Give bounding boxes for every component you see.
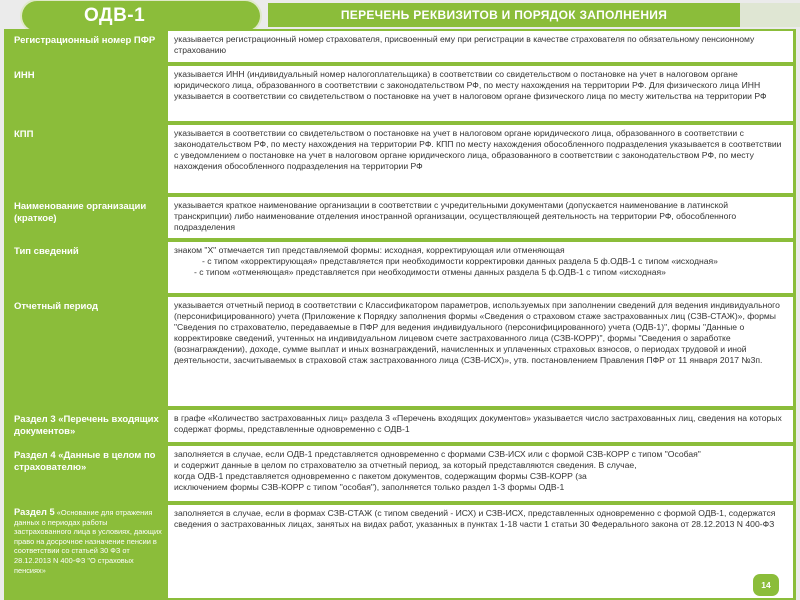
header-accent — [740, 3, 800, 27]
row-description: в графе «Количество застрахованных лиц» раздела 3 «Перечень входящих документов» указывается число застрахованных лиц, сведения на которых содержат формы, представленные одновременно с ОДВ-1 — [168, 410, 793, 442]
row-label: Наименование организации (краткое) — [7, 197, 165, 238]
row-label: ИНН — [7, 66, 165, 121]
table-row — [4, 240, 796, 295]
table-row — [4, 29, 796, 64]
row-label: Регистрационный номер ПФР — [7, 31, 165, 62]
row-description: указывается в соответствии со свидетельством о постановке на учет в налоговом органе юридического лица, образованного в соответствии с законодательством РФ, по месту нахождения на территории РФ. КПП по месту нахождения обособленного подразделения указывается в соответствии с уведомлением о постановке на учет в налоговом органе юридического лица, образованного в соответствии с законодательством РФ, по месту нахождения обособленного подразделения на территории РФ — [168, 125, 793, 193]
table-row — [4, 503, 796, 600]
row-label: КПП — [7, 125, 165, 193]
row-description: заполняется в случае, если в формах СЗВ-СТАЖ (с типом сведений - ИСХ) и СЗВ-ИСХ, представленных одновременно с формой ОДВ-1, содержатся сведения о застрахованных лицах, занятых на видах работ, указанных в пунктах 1-18 части 1 статьи 30 Федерального закона от 28.12.2013 N 400-ФЗ — [168, 505, 793, 598]
row-description: указывается отчетный период в соответствии с Классификатором параметров, используемых при заполнении сведений для ведения индивидуального (персонифицированного) учета (Приложение к Порядку заполнения формы «Сведения о страховом стаже застрахованных лиц (СЗВ-СТАЖ)», формы "Сведения по страхователю, передаваемые в ПФР для ведения индивидуального (персонифицированного) учета (ОДВ-1)", формы "Данные о корректировке сведений, учтенных на индивидуальном лицевом счете застрахованного лица (СЗВ-КОРР)", формы "Сведения о заработке (вознаграждении), доходе, сумме выплат и иных вознаграждений, начисленных и уплаченных страховых взносов, о периодах трудовой и иной деятельности, засчитываемых в страховой стаж застрахованного лица (СЗВ-ИСХ)», утв. постановлением Правления ПФР от 11 января 2017 №3п. — [168, 297, 793, 406]
row-label: Раздел 3 «Перечень входящих документов» — [7, 410, 165, 442]
title-bar — [268, 3, 740, 27]
row-label: Отчетный период — [7, 297, 165, 406]
row-description: указывается краткое наименование организации в соответствии с учредительными документами (допускается наименование в латинской транскрипции) либо наименование отделения иностранной организации, осуществляющей деятельность на территории РФ, обособленного подразделения — [168, 197, 793, 238]
requisites-table — [4, 29, 796, 600]
row-label-title: Раздел 5 — [14, 507, 55, 517]
slide-title: ПЕРЕЧЕНЬ РЕКВИЗИТОВ И ПОРЯДОК ЗАПОЛНЕНИЯ — [340, 8, 668, 22]
row-label: Тип сведений — [7, 242, 165, 293]
page-number: 14 — [753, 574, 779, 596]
table-row — [4, 408, 796, 444]
row-label — [7, 505, 165, 598]
slide-code: ОДВ-1 — [84, 5, 146, 26]
table-row — [4, 195, 796, 240]
table-row — [4, 444, 796, 503]
row-description: знаком "X" отмечается тип представляемой формы: исходная, корректирующая или отменяющая - с типом «корректирующая» представляется при необходимости корректировки данных раздела 5 ф.ОДВ-1 с типом «исходная» - с типом «отменяющая» представляется при необходимости отмены данных раздела 5 ф.ОДВ-1 с типом «исходная» — [168, 242, 793, 293]
row-label-detail: «Основание для отражения данных о периодах работы застрахованного лица в условиях, дающих право на досрочное назначение пенсии в соответствии со статьей 30 ФЗ от 28.12.2013 N 400-ФЗ "О страховых пенсиях» — [14, 508, 162, 575]
row-description: указывается регистрационный номер страхователя, присвоенный ему при регистрации в качестве страхователя по обязательному пенсионному страхованию — [168, 31, 793, 62]
table-row — [4, 123, 796, 195]
table-row — [4, 295, 796, 408]
slide-code-pill — [22, 1, 260, 31]
row-label: Раздел 4 «Данные в целом по страхователю» — [7, 446, 165, 501]
row-description: заполняется в случае, если ОДВ-1 представляется одновременно с формами СЗВ-ИСХ или с формой СЗВ-КОРР с типом "Особая" и содержит данные в целом по страхователю за отчетный период, за который представляются сведения. В случае, когда ОДВ-1 представляется одновременно с пакетом документов, содержащим формы СЗВ-КОРР (за исключением формы СЗВ-КОРР с типом "особая"), заполняется только раздел 1-3 формы ОДВ-1 — [168, 446, 793, 501]
row-description: указывается ИНН (индивидуальный номер налогоплательщика) в соответствии со свидетельством о постановке на учет в налоговом органе юридического лица, образованного в соответствии с законодательством РФ, по месту нахождения на территории РФ. Для физического лица ИНН указывается в соответствии со свидетельством о постановке на учет в налоговом органе физического лица по месту жительства на территории РФ — [168, 66, 793, 121]
table-row — [4, 64, 796, 123]
